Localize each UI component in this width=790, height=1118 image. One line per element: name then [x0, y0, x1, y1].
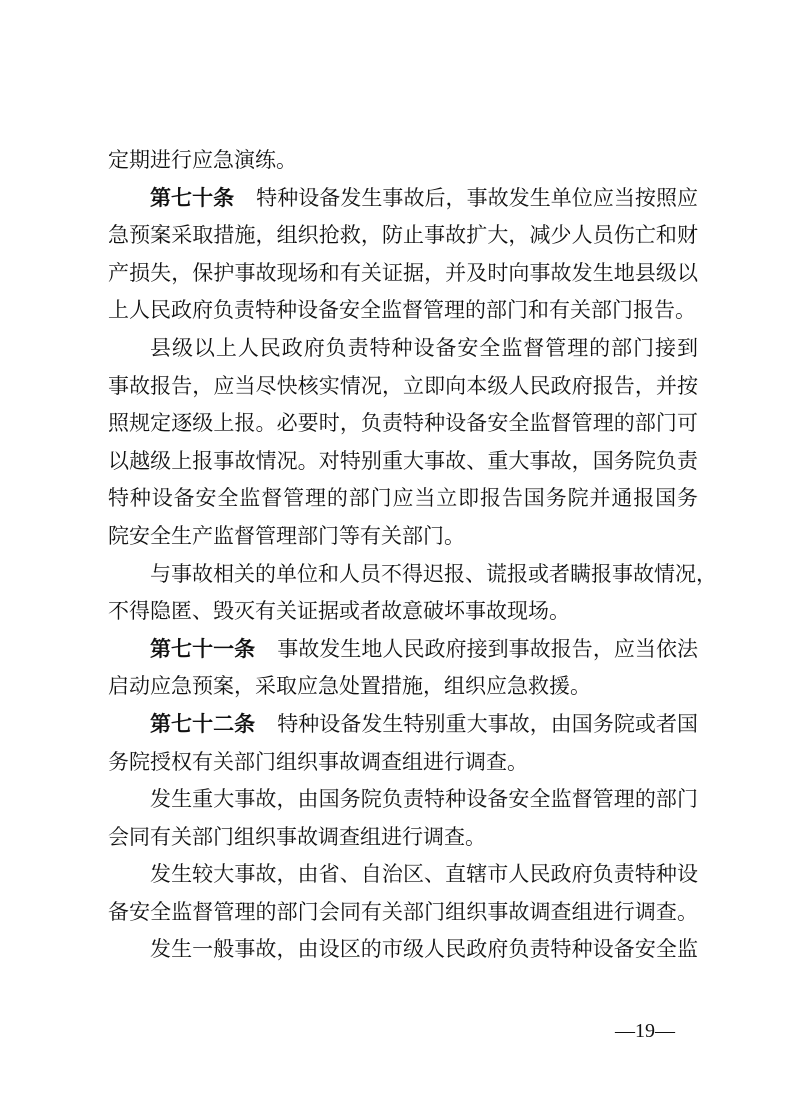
text-line: 发生较大事故，由省、自治区、直辖市人民政府负责特种设 — [150, 862, 698, 887]
body-text — [108, 142, 717, 969]
article-text: 特种设备发生特别重大事故，由国务院或者国 — [277, 711, 699, 736]
text-line: 不得隐匿、毁灭有关证据或者故意破坏事故现场。 — [108, 599, 570, 624]
article-70-first-line — [108, 180, 698, 218]
article-71-first-line — [108, 631, 698, 669]
text-line: 备安全监督管理的部门会同有关部门组织事故调查组进行调查。 — [108, 899, 698, 924]
text-line: 以越级上报事故情况。对特别重大事故、重大事故，国务院负责 — [108, 448, 698, 473]
article-text: 特种设备发生事故后，事故发生单位应当按照应 — [256, 185, 699, 210]
text-line: 发生一般事故，由设区的市级人民政府负责特种设备安全监 — [150, 937, 698, 962]
text-line: 与事故相关的单位和人员不得迟报、谎报或者瞒报事故情况， — [150, 561, 717, 586]
text-line: 发生重大事故，由国务院负责特种设备安全监督管理的部门 — [150, 787, 698, 812]
text-line: 急预案采取措施，组织抢救，防止事故扩大，减少人员伤亡和财 — [108, 223, 698, 248]
text-line: 定期进行应急演练。 — [108, 148, 297, 172]
text-line: 会同有关部门组织事故调查组进行调查。 — [108, 824, 486, 849]
article-heading: 第七十一条 — [150, 636, 256, 661]
text-line: 照规定逐级上报。必要时，负责特种设备安全监督管理的部门可 — [108, 411, 698, 436]
page-number: —19— — [615, 1020, 675, 1042]
article-heading: 第七十二条 — [150, 711, 256, 736]
text-line: 县级以上人民政府负责特种设备安全监督管理的部门接到 — [150, 335, 698, 360]
article-text: 事故发生地人民政府接到事故报告，应当依法 — [277, 636, 699, 661]
text-line: 特种设备安全监督管理的部门应当立即报告国务院并通报国务 — [108, 486, 698, 511]
text-line: 启动应急预案，采取应急处置措施，组织应急救援。 — [108, 674, 591, 699]
text-line: 上人民政府负责特种设备安全监督管理的部门和有关部门报告。 — [108, 298, 696, 323]
text-line: 事故报告，应当尽快核实情况，立即向本级人民政府报告，并按 — [108, 373, 698, 398]
article-72-first-line — [108, 706, 698, 744]
article-heading: 第七十条 — [150, 185, 235, 210]
text-line: 产损失，保护事故现场和有关证据，并及时向事故发生地县级以 — [108, 260, 698, 285]
text-line: 院安全生产监督管理部门等有关部门。 — [108, 523, 465, 548]
text-line: 务院授权有关部门组织事故调查组进行调查。 — [108, 749, 528, 774]
